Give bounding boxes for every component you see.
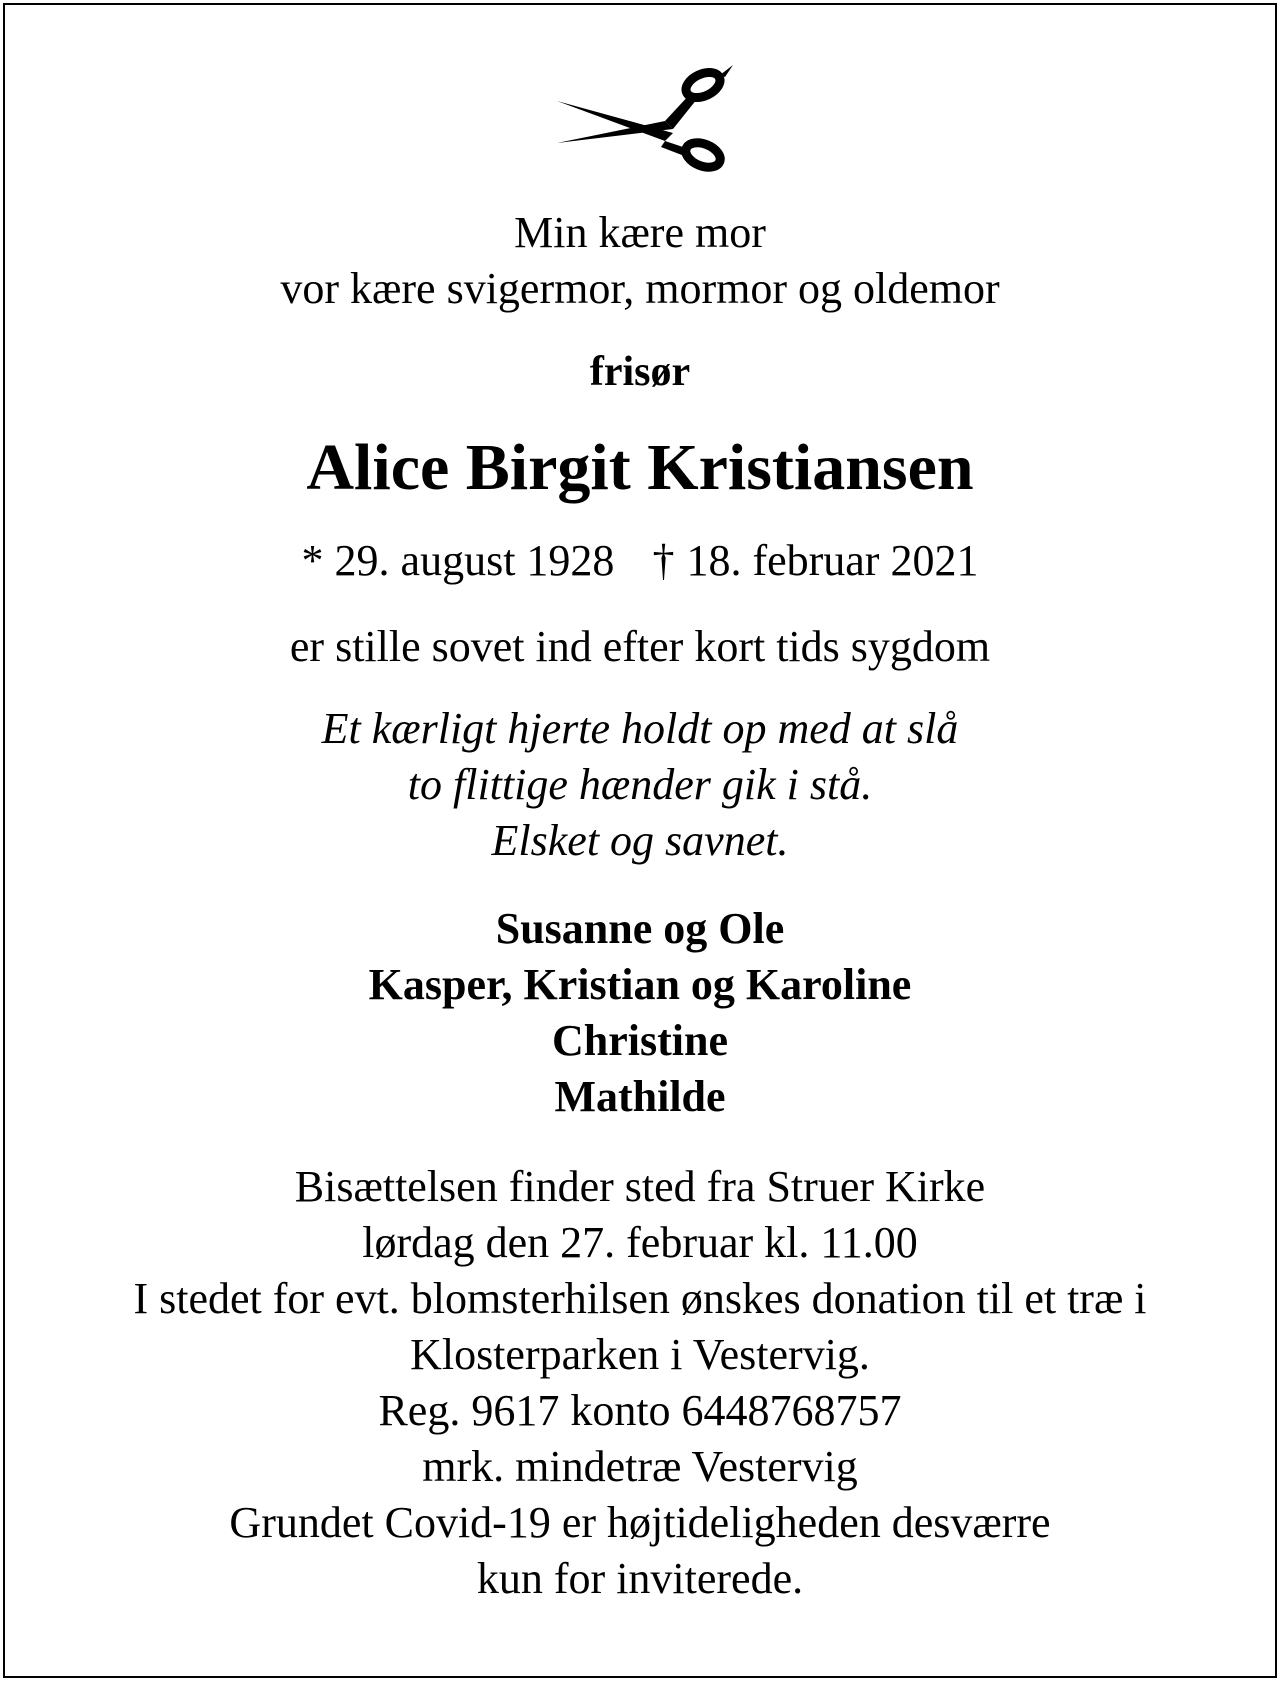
verse-line: Elsket og savnet.: [491, 816, 789, 865]
family-line: Christine: [552, 1016, 728, 1065]
family-line: Mathilde: [554, 1072, 726, 1121]
dagger-icon: †: [652, 536, 675, 585]
passing-statement: er stille sovet ind efter kort tids sygdom: [289, 622, 991, 671]
notice-line: mrk. mindetræ Vestervig: [422, 1442, 858, 1491]
life-dates: [5, 536, 1275, 585]
notice-line: I stedet for evt. blomsterhilsen ønskes donation til et træ i: [133, 1274, 1147, 1323]
verse-line: Et kærligt hjerte holdt op med at slå: [321, 704, 959, 753]
family-line: Kasper, Kristian og Karoline: [368, 960, 912, 1009]
family-line: Susanne og Ole: [495, 904, 785, 953]
intro-line: vor kære svigermor, mormor og oldemor: [280, 264, 1000, 313]
scissors-icon: [555, 65, 735, 175]
notice-line: Grundet Covid-19 er højtideligheden desværre: [229, 1498, 1051, 1547]
obituary-notice: [3, 3, 1277, 1678]
notice-line: Reg. 9617 konto 6448768757: [378, 1386, 902, 1435]
intro-line: Min kære mor: [514, 208, 766, 257]
notice-line: Klosterparken i Vestervig.: [410, 1330, 870, 1379]
notice-line: kun for inviterede.: [476, 1554, 804, 1603]
notice-line: Bisættelsen finder sted fra Struer Kirke: [294, 1162, 986, 1211]
deceased-occupation: frisør: [589, 349, 691, 395]
notice-line: lørdag den 27. februar kl. 11.00: [362, 1218, 918, 1267]
birth-date: * 29. august 1928: [301, 536, 615, 585]
death-date: 18. februar 2021: [686, 536, 979, 585]
deceased-name: Alice Birgit Kristiansen: [306, 431, 974, 504]
verse-line: to flittige hænder gik i stå.: [407, 760, 873, 809]
